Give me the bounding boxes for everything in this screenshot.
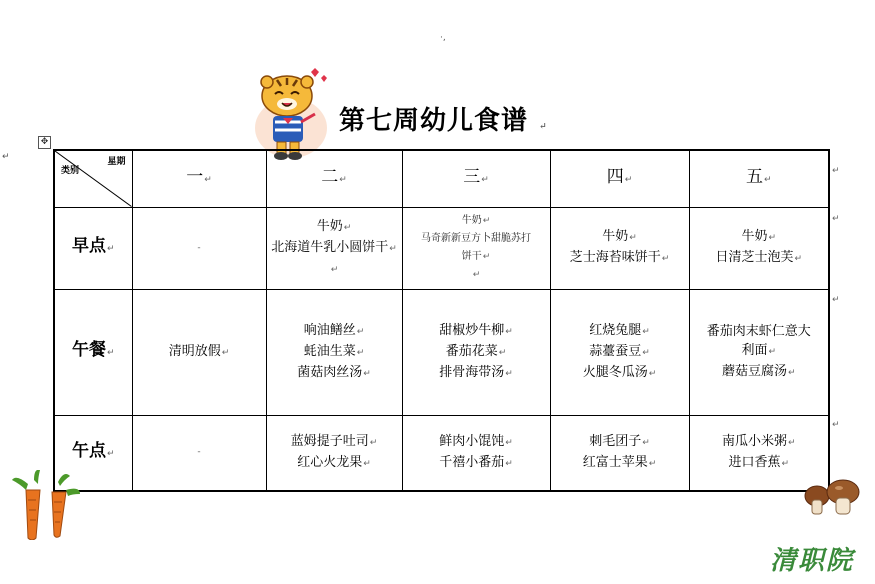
menu-item: 火腿冬瓜汤↵ <box>582 364 657 380</box>
row-label: 午点↵ <box>54 415 132 491</box>
top-mark: ·, <box>440 33 446 43</box>
table-header-row <box>54 150 829 207</box>
row-end-mark: ↵ <box>832 420 840 430</box>
menu-cell <box>132 289 266 415</box>
menu-item: 响油鳝丝↵ <box>303 322 365 338</box>
menu-item: 日清芝士泡芙↵ <box>715 250 803 265</box>
menu-item: 红烧兔腿↵ <box>589 322 650 338</box>
menu-item: 鲜肉小馄饨↵ <box>439 433 513 449</box>
menu-item: - <box>197 447 201 458</box>
menu-item: 进口香蕉↵ <box>728 454 790 470</box>
menu-item: 排骨海带汤↵ <box>439 364 513 380</box>
menu-item: 牛奶↵ <box>461 215 491 226</box>
menu-item: 芝士海苔味饼干↵ <box>569 250 670 265</box>
menu-cell <box>266 415 402 491</box>
day-header: 一↵ <box>132 150 266 207</box>
menu-item: ↵ <box>330 264 339 275</box>
menu-cell <box>550 289 689 415</box>
menu-cell <box>266 207 402 289</box>
table-row <box>54 415 829 491</box>
left-para-mark: ↵ <box>2 152 10 162</box>
table-move-handle-icon[interactable]: ✥ <box>38 136 51 149</box>
menu-cell <box>402 415 550 491</box>
menu-cell <box>550 207 689 289</box>
menu-item: 番茄肉末虾仁意大 <box>706 323 811 339</box>
menu-item: 饼干↵ <box>461 251 491 262</box>
menu-item: 蚝油生菜↵ <box>303 343 365 359</box>
menu-item: 北海道牛乳小圆饼干↵ <box>271 239 397 255</box>
menu-item: - <box>197 242 201 253</box>
school-logo-text: 清职院 <box>770 546 855 576</box>
menu-cell <box>550 415 689 491</box>
day-header: 二↵ <box>266 150 402 207</box>
day-header: 三↵ <box>402 150 550 207</box>
row-end-mark: ↵ <box>832 166 840 176</box>
menu-cell <box>689 207 829 289</box>
menu-item: 番茄花菜↵ <box>445 343 507 359</box>
row-end-mark: ↵ <box>832 295 840 305</box>
menu-cell <box>402 289 550 415</box>
menu-item: 利面↵ <box>741 342 777 358</box>
mushroom-icon <box>803 478 863 518</box>
table-row <box>54 207 829 289</box>
corner-header-cell <box>54 150 132 207</box>
menu-item: 红富士苹果↵ <box>582 454 657 470</box>
menu-item: ↵ <box>472 270 481 280</box>
row-label: 早点↵ <box>54 207 132 289</box>
row-end-mark: ↵ <box>832 214 840 224</box>
day-header: 四↵ <box>550 150 689 207</box>
menu-item: 刺毛团子↵ <box>589 433 650 449</box>
corner-label-weekday: 星期 <box>107 157 126 167</box>
menu-item: 牛奶↵ <box>316 218 352 234</box>
menu-cell <box>402 207 550 289</box>
menu-item: 牛奶↵ <box>602 229 637 244</box>
menu-cell <box>689 289 829 415</box>
menu-item: 牛奶↵ <box>741 229 777 244</box>
menu-item: 菌菇肉丝汤↵ <box>297 364 371 380</box>
page-title: 第七周幼儿食谱 ↵ <box>339 106 548 136</box>
carrot-icon <box>8 470 83 540</box>
menu-item: 南瓜小米粥↵ <box>721 433 796 449</box>
menu-item: 红心火龙果↵ <box>297 454 371 470</box>
menu-table <box>53 149 830 492</box>
menu-item: 马奇新新豆方卜甜脆苏打 <box>421 233 531 244</box>
day-header: 五↵ <box>689 150 829 207</box>
menu-cell <box>132 415 266 491</box>
row-label: 午餐↵ <box>54 289 132 415</box>
menu-item: 甜椒炒牛柳↵ <box>439 322 513 338</box>
menu-cell <box>266 289 402 415</box>
corner-label-category: 类别 <box>61 165 80 176</box>
menu-item: 蓝姆提子吐司↵ <box>290 433 378 449</box>
menu-item: 千禧小番茄↵ <box>439 454 513 470</box>
table-row <box>54 289 829 415</box>
menu-item: 蘑菇豆腐汤↵ <box>721 363 796 379</box>
menu-cell <box>132 207 266 289</box>
menu-item: 蒜薹蚕豆↵ <box>589 343 650 359</box>
menu-item: 清明放假↵ <box>168 343 230 359</box>
